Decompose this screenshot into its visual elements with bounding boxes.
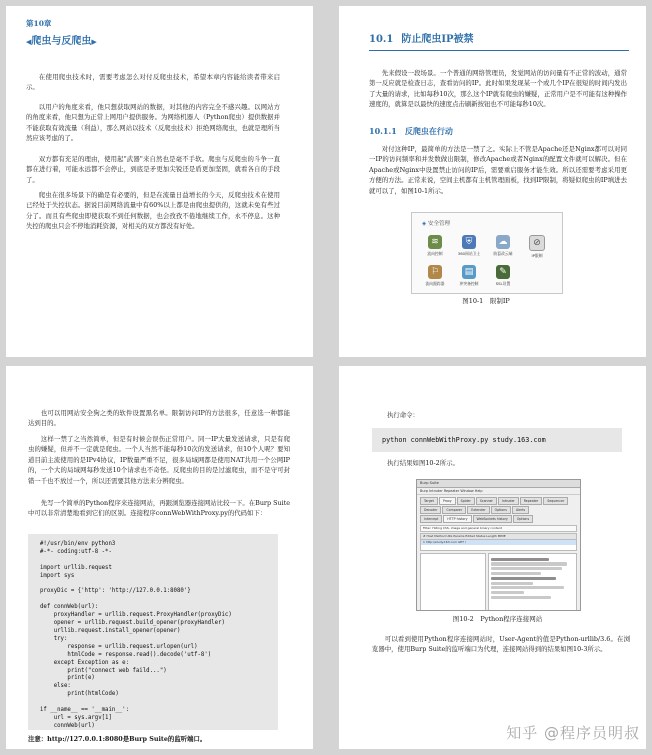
tab-target[interactable]: Target [420, 497, 438, 505]
window-title: ◈ 安全管理 [422, 221, 450, 227]
proxy-subtabs [417, 514, 580, 524]
tab-spider[interactable]: Spider [457, 497, 475, 505]
tab-decoder[interactable]: Decoder [420, 506, 441, 514]
shield-icon: ⛨ [462, 235, 476, 249]
book-page-3 [6, 366, 313, 749]
right-triangle-icon: ▶ [91, 37, 97, 46]
subtab-options[interactable]: Options [513, 515, 533, 523]
security-item[interactable]: ⚐ 流向跟踪器 [425, 267, 445, 286]
security-item[interactable]: ☁ 防篡改云端 [493, 237, 513, 256]
figure-caption: 图10-1 限制IP [462, 297, 510, 305]
paragraph: 在使用爬虫技术时，需要考虑怎么对付反爬虫技术，希望本章内容能给读者带来启示。 [26, 73, 280, 92]
history-table [420, 533, 577, 551]
subtab-intercept[interactable]: Intercept [420, 515, 442, 523]
tab-alerts[interactable]: Alerts [512, 506, 529, 514]
section-number: 10.1 [369, 34, 394, 45]
command-box: python connWebWithProxy.py study.163.com [372, 428, 622, 452]
paragraph: 先写一个简单的Python程序来连接网站，再跟浏览器连接网站比较一下。在Burp Suite中可以非常清楚地看到它们的区别。连接程序connWebWithProxy.py的代码如下： [28, 499, 290, 518]
book-page-4 [339, 366, 646, 749]
note-text: 注意：http://127.0.0.1:8080是Burp Suite的监听端口。 [28, 735, 207, 743]
window-title-bar: Burp Suite [417, 480, 580, 488]
chapter-number: 第10章 [26, 19, 52, 28]
subsection-title: 反爬虫在行动 [404, 126, 453, 136]
tracker-icon: ⚐ [428, 265, 442, 279]
subtab-http-history[interactable]: HTTP history [443, 515, 471, 523]
document-icon: ▤ [462, 265, 476, 279]
subtab-websockets[interactable]: WebSockets history [473, 515, 512, 523]
certificate-icon: ✎ [496, 265, 510, 279]
security-item-ip-limit[interactable]: ⊘ IP限制 [522, 235, 552, 259]
tab-extender[interactable]: Extender [467, 506, 489, 514]
lock-icon: ⊘ [529, 235, 545, 251]
paragraph: 可以看到使用Python程序连接网站时，User-Agent的值是Python-urllib/3.6。在浏览器中，使用Burp Suite的监听端口为代理，连接网站得到的结果如图10-3所示。 [372, 635, 630, 654]
tab-repeater[interactable]: Repeater [520, 497, 543, 505]
filter-bar[interactable]: Filter: Hiding CSS, image and general binary content [420, 525, 577, 532]
burp-suite-window [416, 479, 581, 611]
subsection-heading [369, 126, 453, 137]
tab-sequencer[interactable]: Sequencer [543, 497, 568, 505]
security-item[interactable]: ⛨ 360网站卫士 [457, 237, 481, 256]
paragraph: 对付这种IP，最简单的方法是一禁了之。实际上不管是Apache还是Nginx都可以对同一IP的访问频率和并发数做出限制，修改Apache或者Nginx的配置文件就可以解决。但在Apache或Nginx中设置禁止访问的IP后，需要重启服务才能生效。所以还需要考虑采用更方便的方法。正常来说，空间主机都有主机管理面板，找到IP限制，将疑似爬虫的IP填进去就可以了，如图10-1所示。 [369, 145, 627, 195]
paragraph: 双方都有充足的理由，使用起"武器"来自然也是毫不手软。爬虫与反爬虫的斗争一直都在进行着，可能永远都不会停止，到底是矛更加尖锐还是盾更加坚固，就看各自的手段了。 [26, 155, 280, 184]
paragraph: 以用户的角度来看，他只想获取网站的数据，对其他的内容完全不感兴趣。以网站方的角度来看，他只想为正常上网用户提供服务。为网络机器人（Python爬虫）提供数据并不能获取有效流量（利益），那么网站以技术（反爬虫技术）拒绝网络爬虫，也就是理所当然应该考虑的了。 [26, 103, 280, 143]
book-page-1 [6, 6, 313, 357]
target-tree-panel [420, 553, 486, 611]
chapter-title-text: 爬虫与反爬虫 [31, 36, 92, 47]
book-page-2 [339, 6, 646, 357]
command-label: 执行命令： [387, 411, 419, 419]
tab-scanner[interactable]: Scanner [476, 497, 497, 505]
paragraph: 也可以用网站安全狗之类的软件设置黑名单。限制访问IP的方法很多，任意选一种都能达到目的。 [28, 409, 290, 428]
detail-panels [420, 553, 577, 611]
tab-options[interactable]: Options [491, 506, 511, 514]
tab-comparer[interactable]: Comparer [442, 506, 466, 514]
main-tabs [417, 495, 580, 514]
tab-proxy[interactable]: Proxy [439, 497, 456, 505]
flow-control-icon: ≋ [428, 235, 442, 249]
paragraph: 这样一禁了之当然简单，但是有时候会误伤正常用户。同一IP大量发送请求，只是有爬虫的嫌疑，但并不一定就是爬虫。一个人当然不能每秒10次的发送请求，但10个人呢？要知道目前主流使用的是IPv4协议，IP数量严重不足，很多局域网都是使用NAT共用一个公网IP的，一个大的局域网每秒发送10个请求也不奇怪。反爬虫的目的是过滤爬虫，而不是守可封错一千也不放过一个，所以还需要其他方法来分辨爬虫。 [28, 435, 290, 485]
table-header: # Host Method URL Params Edited Status Length MIME [421, 534, 576, 540]
figure-caption: 图10-2 Python程序连接网站 [452, 615, 543, 623]
menu-bar[interactable]: Burp Intruder Repeater Window Help [417, 488, 580, 495]
paragraph: 爬虫在很多场景下的确是有必要的，但是在流量日益增长的今天，反爬虫技术在使用已经处于失控状态。据说目前网络流量中有60%以上都是由爬虫提供的，这就未免有些过分了。而且有些爬虫即使获取不到任何数据，也会孜孜不倦地继续工作，永不停息。这种失控的爬虫只会不停地消耗资源，对相关的双方都没有好处。 [26, 191, 280, 231]
cloud-icon: ☁ [496, 235, 510, 249]
security-item[interactable]: ▤ 冲突备控制 [459, 267, 479, 286]
subsection-number: 10.1.1 [369, 126, 397, 136]
tab-intruder[interactable]: Intruder [498, 497, 519, 505]
result-intro: 执行结果如图10-2所示。 [387, 459, 459, 467]
request-detail-panel [488, 553, 577, 611]
security-item[interactable]: ✎ SSL设置 [495, 267, 511, 286]
chapter-title [26, 32, 97, 47]
code-block: #!/usr/bin/env python3 #-*- coding:utf-8 -*- import urllib.request import sys proxyDic = {'http': 'http://127.0.0.1:8080'} def connWeb(url): proxyHandler = urllib.request.ProxyHandler(proxyDic) opener = urllib.request.build_opener(proxyHandler) urllib.request.install_opener(opener) try: response = urllib.request.urlopen(url) htmlCode = response.read().decode('utf-8') except Exception as e: print("connect web faild...") print(e) else: print(htmlCode) if __name__ == '__main__': url = sys.argv[1] connWeb(url) [28, 534, 278, 730]
paragraph: 先来假设一段场景。一个普通的网络管理员，发觉网站的访问量有不正常的波动，通常第一反应就是检查日志，查看访问的IP。此时如果发现某一个或几个IP在很短的时间内发出了大量的请求，比如每秒10次，那么这个IP就有爬虫的嫌疑，正常用户是不可能有这种操作速度的，就算是以最快的速度点击刷新按钮也不可能每秒10次。 [369, 69, 627, 109]
watermark-text: 知乎 @程序员明叔 [506, 724, 640, 742]
left-triangle-icon: ◀ [26, 37, 32, 46]
security-manager-figure [411, 212, 563, 294]
section-title: 防止爬虫IP被禁 [401, 34, 474, 45]
shield-icon: ◈ [422, 221, 427, 227]
security-item[interactable]: ≋ 流向控制 [427, 237, 443, 256]
table-row[interactable]: 1 http://study.163.com GET / [421, 540, 576, 545]
section-heading [369, 30, 629, 51]
